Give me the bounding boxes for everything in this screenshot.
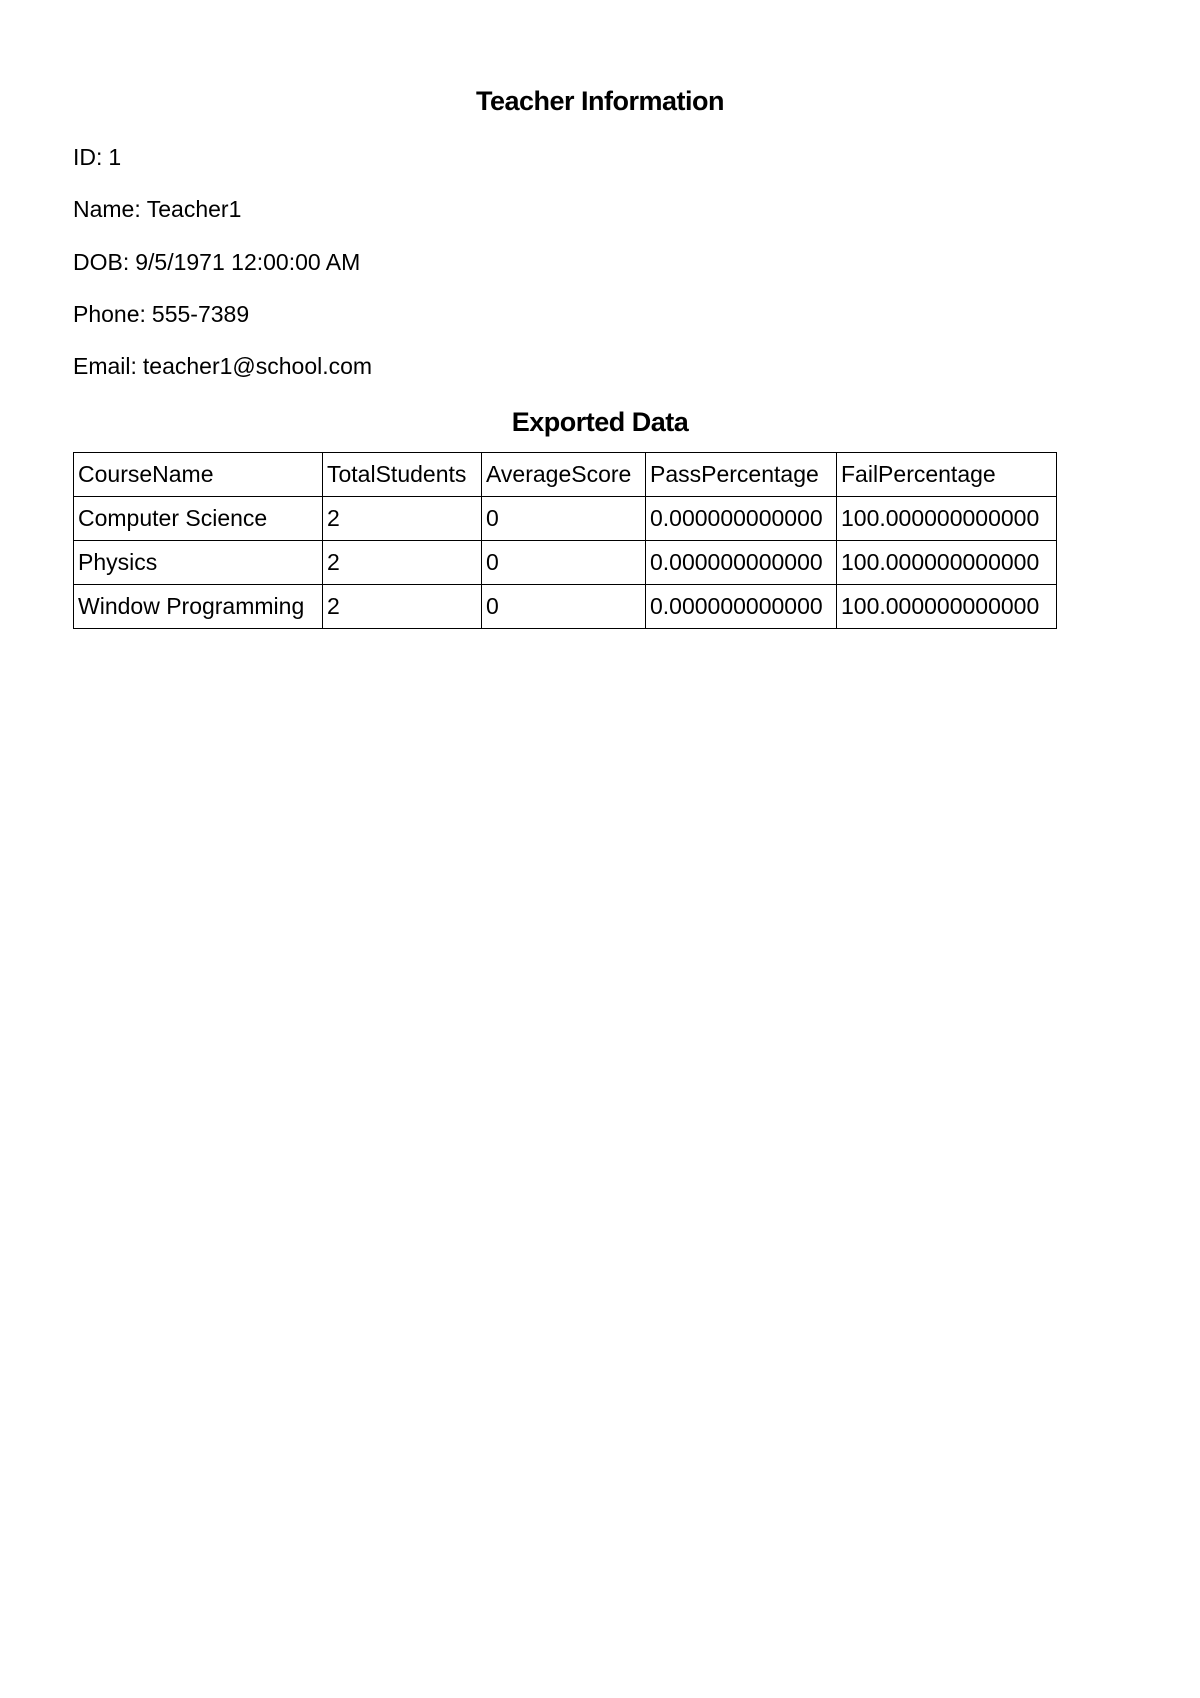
exported-data-title: Exported Data <box>511 407 689 437</box>
teacher-name-line <box>73 195 241 223</box>
page-title: Teacher Information <box>475 86 725 116</box>
table-row <box>74 585 1057 629</box>
teacher-phone-value: 555-7389 <box>151 301 250 327</box>
teacher-email-value: teacher1@school.com <box>142 353 373 379</box>
teacher-id-line <box>73 143 121 171</box>
column-header-pass-percentage: PassPercentage <box>646 453 837 497</box>
column-header-fail-percentage: FailPercentage <box>837 453 1057 497</box>
teacher-name-value: Teacher1 <box>146 196 242 222</box>
table-row <box>74 497 1057 541</box>
cell-pass-percentage: 0.000000000000 <box>646 585 837 629</box>
teacher-dob-value: 9/5/1971 12:00:00 AM <box>135 249 361 275</box>
cell-total-students: 2 <box>323 585 482 629</box>
teacher-dob-label: DOB: <box>73 249 130 275</box>
teacher-name-label: Name: <box>73 196 141 222</box>
teacher-phone-line <box>73 300 249 328</box>
cell-total-students: 2 <box>323 497 482 541</box>
cell-fail-percentage: 100.000000000000 <box>837 585 1057 629</box>
exported-data-table <box>73 452 1057 629</box>
cell-average-score: 0 <box>482 541 646 585</box>
cell-course-name: Window Programming <box>74 585 323 629</box>
cell-total-students: 2 <box>323 541 482 585</box>
cell-pass-percentage: 0.000000000000 <box>646 541 837 585</box>
cell-fail-percentage: 100.000000000000 <box>837 541 1057 585</box>
cell-pass-percentage: 0.000000000000 <box>646 497 837 541</box>
table-header-row <box>74 453 1057 497</box>
column-header-course-name: CourseName <box>74 453 323 497</box>
teacher-email-line <box>73 352 372 380</box>
teacher-id-label: ID: <box>73 144 103 170</box>
column-header-average-score: AverageScore <box>482 453 646 497</box>
column-header-total-students: TotalStudents <box>323 453 482 497</box>
cell-fail-percentage: 100.000000000000 <box>837 497 1057 541</box>
cell-course-name: Computer Science <box>74 497 323 541</box>
teacher-email-label: Email: <box>73 353 137 379</box>
cell-average-score: 0 <box>482 497 646 541</box>
teacher-id-value: 1 <box>108 144 122 170</box>
cell-average-score: 0 <box>482 585 646 629</box>
table-row <box>74 541 1057 585</box>
cell-course-name: Physics <box>74 541 323 585</box>
teacher-dob-line <box>73 248 360 276</box>
teacher-phone-label: Phone: <box>73 301 146 327</box>
